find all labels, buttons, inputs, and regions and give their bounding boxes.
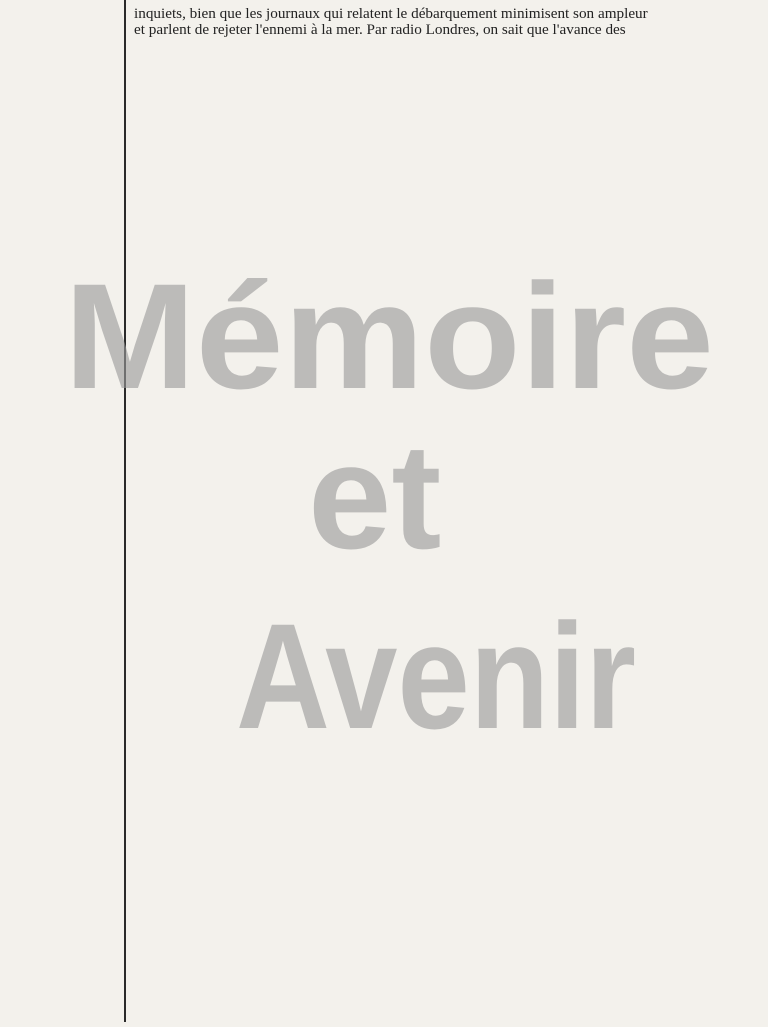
watermark-word: Avenir: [236, 592, 636, 760]
text-line: et parlent de rejeter l'ennemi à la mer. Par radio Londres, on sait que l'avance des: [134, 21, 626, 39]
document-body: [134, 6, 724, 39]
text-line: inquiets, bien que les journaux qui relatent le débarquement minimisent son ampleur: [134, 5, 648, 22]
margin-rule: [124, 0, 126, 1022]
watermark-word: et: [308, 412, 442, 580]
watermark-word: Mémoire: [64, 252, 714, 420]
